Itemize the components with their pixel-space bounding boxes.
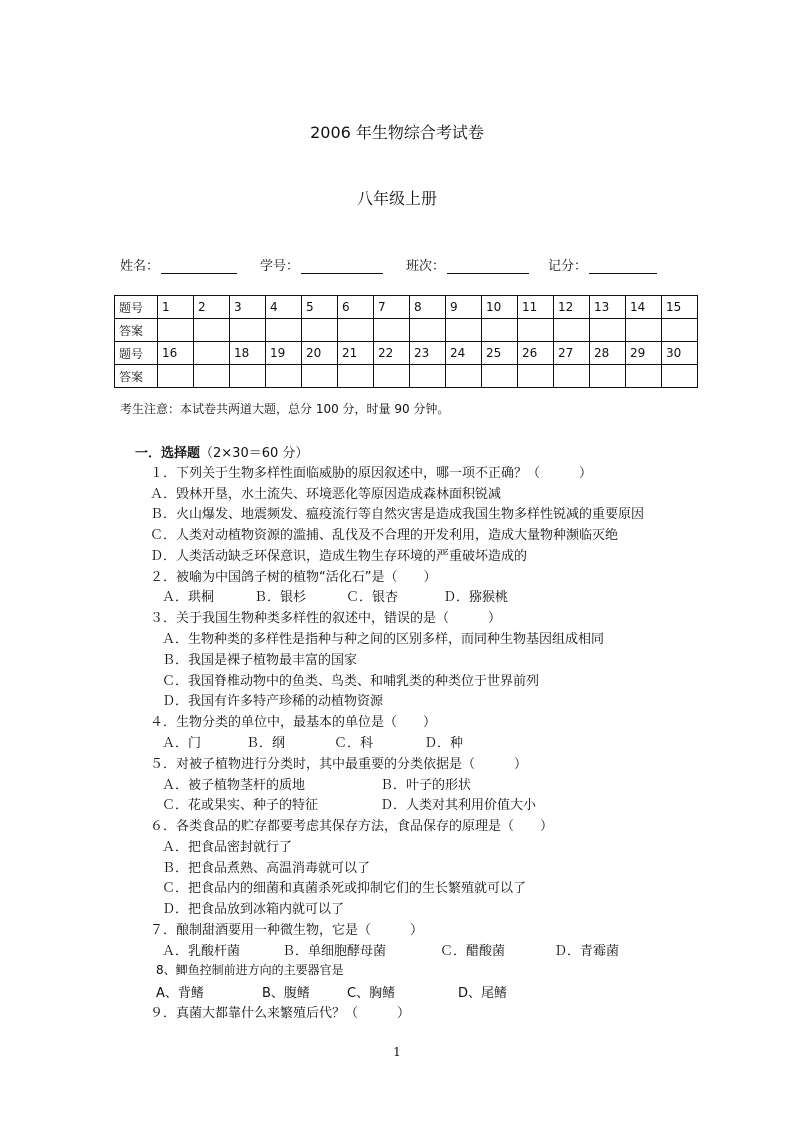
question-number-cell: 13 [590, 296, 626, 319]
q4-option-c[interactable]: Ｃ．科 [334, 736, 374, 751]
question-number-cell: 5 [302, 296, 338, 319]
q8-option-a[interactable]: A、背鳍 [156, 986, 204, 1001]
answer-cell[interactable] [230, 365, 266, 388]
question-number-cell: 16 [158, 342, 194, 365]
question-number-cell: 27 [554, 342, 590, 365]
q1-option-b[interactable]: Ｂ．火山爆发、地震频发、瘟疫流行等自然灾害是造成我国生物多样性锐减的重要原因 [150, 507, 645, 522]
question-number-cell: 26 [518, 342, 554, 365]
exam-subtitle: 八年级上册 [356, 189, 437, 208]
question-6: ６．各类食品的贮存都要考虑其保存方法，食品保存的原理是（ ） [150, 819, 554, 834]
question-number-cell: 3 [230, 296, 266, 319]
question-number-cell: 18 [230, 342, 266, 365]
answer-cell[interactable] [482, 365, 518, 388]
q5-option-b[interactable]: Ｂ．叶子的形状 [380, 778, 472, 793]
exam-title: 2006 年生物综合考试卷 [310, 123, 484, 142]
answer-cell[interactable] [590, 365, 626, 388]
q8-option-d[interactable]: D、尾鳍 [458, 986, 508, 1001]
question-number-cell: 6 [338, 296, 374, 319]
answer-cell[interactable] [338, 365, 374, 388]
q7-option-b[interactable]: Ｂ．单细胞酵母菌 [282, 944, 387, 959]
answer-header: 答案 [115, 365, 158, 388]
q1-option-a[interactable]: Ａ．毁林开垦，水土流失、环境恶化等原因造成森林面积锐减 [150, 487, 502, 502]
answer-cell[interactable] [662, 365, 698, 388]
answer-cell[interactable] [302, 319, 338, 342]
question-number-header: 题号 [115, 342, 158, 365]
q5-option-a[interactable]: Ａ．被子植物茎杆的质地 [162, 778, 306, 793]
question-number-cell: 2 [194, 296, 230, 319]
question-9: ９．真菌大都靠什么来繁殖后代？（ ） [150, 1006, 411, 1021]
answer-cell[interactable] [446, 319, 482, 342]
question-number-cell: 29 [626, 342, 662, 365]
score-field[interactable]: 记分： [548, 255, 657, 274]
q7-option-d[interactable]: Ｄ．青霉菌 [554, 944, 620, 959]
page-number: 1 [393, 1045, 401, 1059]
q5-option-d[interactable]: Ｄ．人类对其利用价值大小 [380, 798, 537, 813]
name-field[interactable]: 姓名： [120, 255, 237, 274]
q3-option-c[interactable]: Ｃ．我国脊椎动物中的鱼类、鸟类、和哺乳类的种类位于世界前列 [162, 674, 540, 689]
q2-option-d[interactable]: Ｄ．猕猴桃 [443, 590, 509, 605]
student-id-field[interactable]: 学号： [260, 255, 383, 274]
question-number-cell: 21 [338, 342, 374, 365]
answer-header: 答案 [115, 319, 158, 342]
question-number-cell: 10 [482, 296, 518, 319]
q1-option-d[interactable]: Ｄ．人类活动缺乏环保意识，造成生物生存环境的严重破坏造成的 [150, 549, 528, 564]
q2-option-b[interactable]: Ｂ．银杉 [254, 590, 307, 605]
q6-option-d[interactable]: Ｄ．把食品放到冰箱内就可以了 [162, 902, 345, 917]
question-8: 8、鲫鱼控制前进方向的主要器官是 [156, 963, 344, 977]
section-heading [135, 442, 308, 461]
answer-cell[interactable] [338, 319, 374, 342]
q5-option-c[interactable]: Ｃ．花或果实、种子的特征 [162, 798, 319, 813]
answer-cell[interactable] [518, 319, 554, 342]
question-number-cell: 30 [662, 342, 698, 365]
answer-cell[interactable] [590, 319, 626, 342]
question-number-cell: 20 [302, 342, 338, 365]
answer-cell[interactable] [662, 319, 698, 342]
q4-option-a[interactable]: Ａ．门 [162, 736, 202, 751]
answer-cell[interactable] [626, 365, 662, 388]
q3-option-b[interactable]: Ｂ．我国是裸子植物最丰富的国家 [162, 653, 358, 668]
question-2: ２．被喻为中国鸽子树的植物“活化石”是（ ） [150, 570, 437, 585]
q6-option-b[interactable]: Ｂ．把食品煮熟、高温消毒就可以了 [162, 861, 371, 876]
q1-option-c[interactable]: Ｃ．人类对动植物资源的滥捕、乱伐及不合理的开发利用，造成大量物种濒临灭绝 [150, 528, 619, 543]
question-number-cell: 1 [158, 296, 194, 319]
answer-cell[interactable] [158, 319, 194, 342]
answer-cell[interactable] [626, 319, 662, 342]
question-number-cell: 25 [482, 342, 518, 365]
section-title: 一．选择题 [135, 446, 201, 461]
q8-option-b[interactable]: B、腹鳍 [262, 986, 310, 1001]
answer-row [115, 319, 698, 342]
question-number-cell: 22 [374, 342, 410, 365]
q4-option-d[interactable]: Ｄ．种 [424, 736, 464, 751]
answer-cell[interactable] [194, 319, 230, 342]
answer-cell[interactable] [410, 365, 446, 388]
answer-cell[interactable] [374, 319, 410, 342]
question-number-cell: 15 [662, 296, 698, 319]
q3-option-d[interactable]: Ｄ．我国有许多特产珍稀的动植物资源 [162, 694, 384, 709]
question-number-cell: 11 [518, 296, 554, 319]
q6-option-a[interactable]: Ａ．把食品密封就行了 [162, 840, 293, 855]
question-number-row [115, 296, 698, 319]
question-number-cell: 19 [266, 342, 302, 365]
answer-cell[interactable] [554, 319, 590, 342]
q3-option-a[interactable]: Ａ．生物种类的多样性是指种与种之间的区别多样，而同种生物基因组成相同 [162, 632, 605, 647]
q6-option-c[interactable]: Ｃ．把食品内的细菌和真菌杀死或抑制它们的生长繁殖就可以了 [162, 881, 527, 896]
question-number-cell: 23 [410, 342, 446, 365]
answer-cell[interactable] [266, 319, 302, 342]
q8-option-c[interactable]: C、胸鳍 [347, 986, 396, 1001]
answer-cell[interactable] [554, 365, 590, 388]
question-5: ５．对被子植物进行分类时，其中最重要的分类依据是（ ） [150, 757, 528, 772]
question-4: ４．生物分类的单位中，最基本的单位是（ ） [150, 715, 437, 730]
question-number-cell: 24 [446, 342, 482, 365]
question-number-cell: 14 [626, 296, 662, 319]
q2-option-c[interactable]: Ｃ．银杏 [346, 590, 399, 605]
answer-cell[interactable] [194, 365, 230, 388]
question-1: １．下列关于生物多样性面临威胁的原因叙述中，哪一项不正确？（ ） [150, 466, 593, 481]
section-scoring: （2×30＝60 分） [200, 446, 309, 461]
q7-option-a[interactable]: Ａ．乳酸杆菌 [162, 944, 241, 959]
q2-option-a[interactable]: Ａ．珙桐 [162, 590, 215, 605]
answer-cell[interactable] [266, 365, 302, 388]
exam-notice: 考生注意：本试卷共两道大题，总分 100 分，时量 90 分钟。 [120, 402, 450, 416]
question-number-cell: 8 [410, 296, 446, 319]
answer-cell[interactable] [158, 365, 194, 388]
answer-cell[interactable] [302, 365, 338, 388]
student-info-line [120, 255, 680, 277]
question-number-row [115, 342, 698, 365]
q4-option-b[interactable]: Ｂ．纲 [246, 736, 286, 751]
answer-cell[interactable] [230, 319, 266, 342]
question-3: ３．关于我国生物种类多样性的叙述中，错误的是（ ） [150, 611, 502, 626]
question-number-cell [194, 342, 230, 365]
question-number-cell: 7 [374, 296, 410, 319]
answer-cell[interactable] [518, 365, 554, 388]
answer-cell[interactable] [374, 365, 410, 388]
answer-cell[interactable] [410, 319, 446, 342]
question-number-header: 题号 [115, 296, 158, 319]
question-7: ７．酿制甜酒要用一种微生物，它是（ ） [150, 923, 424, 938]
question-number-cell: 9 [446, 296, 482, 319]
class-field[interactable]: 班次： [406, 255, 529, 274]
answer-table [114, 295, 698, 388]
question-number-cell: 4 [266, 296, 302, 319]
question-number-cell: 12 [554, 296, 590, 319]
q7-option-c[interactable]: Ｃ．醋酸菌 [440, 944, 506, 959]
answer-cell[interactable] [482, 319, 518, 342]
answer-row [115, 365, 698, 388]
question-number-cell: 28 [590, 342, 626, 365]
answer-cell[interactable] [446, 365, 482, 388]
